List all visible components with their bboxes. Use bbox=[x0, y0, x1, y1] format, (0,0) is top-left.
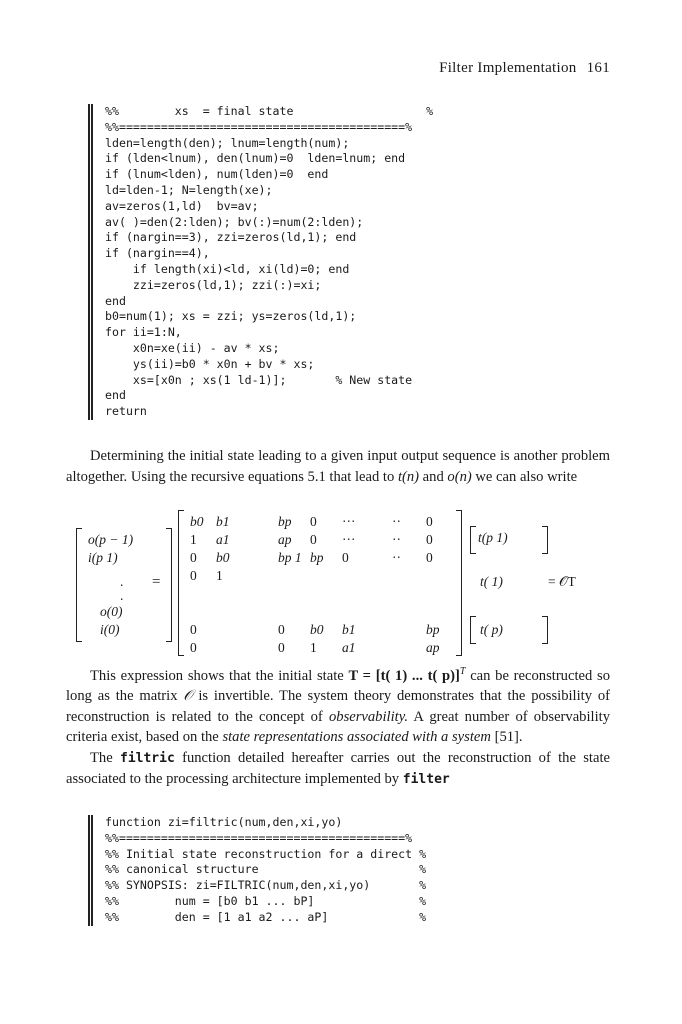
code-listing-bottom bbox=[88, 815, 575, 926]
rhs-entry: t( p) bbox=[480, 622, 503, 637]
code-line: b0=num(1); xs = zzi; ys=zeros(ld,1); bbox=[105, 309, 357, 324]
matrix-entry: b0 bbox=[216, 550, 230, 565]
para1-text-b: and bbox=[422, 468, 444, 485]
code-line: %% canonical structure % bbox=[105, 862, 427, 877]
matrix-bracket-left bbox=[178, 510, 184, 656]
rhs-bracket-top-right bbox=[542, 526, 548, 554]
code-listing-top bbox=[88, 104, 575, 420]
code-line: for ii=1:N, bbox=[105, 325, 182, 340]
matrix-entry: ·· bbox=[392, 550, 401, 565]
math-o-n: o(n) bbox=[447, 468, 472, 485]
code-line: %% den = [1 a1 a2 ... aP] % bbox=[105, 909, 427, 924]
para3-text-a: The bbox=[90, 749, 113, 766]
matrix-entry: a1 bbox=[216, 532, 230, 547]
lhs-entry: o(0) bbox=[100, 604, 123, 619]
term-state-representations: state representations associated with a system bbox=[222, 729, 491, 746]
matrix-entry: bp bbox=[310, 550, 324, 565]
rhs-bracket-bottom-right bbox=[542, 616, 548, 644]
rhs-entry: t( 1) bbox=[480, 574, 503, 589]
matrix-entry: ·· bbox=[392, 514, 401, 529]
matrix-entry: 0 bbox=[190, 550, 197, 565]
matrix-entry: 0 bbox=[426, 532, 433, 547]
code-line: %%=========================================% bbox=[105, 119, 413, 134]
page-number: 161 bbox=[586, 60, 610, 76]
code-line: xs=[x0n ; xs(1 ld-1)]; % New state bbox=[105, 372, 413, 387]
math-t-n: t(n) bbox=[397, 468, 420, 485]
paragraph-initial-state bbox=[66, 446, 610, 487]
lhs-entry: o(p − 1) bbox=[88, 532, 134, 547]
running-title: Filter Implementation bbox=[439, 60, 577, 76]
equation-result: = 𝒪T bbox=[548, 574, 576, 589]
para1-text-a: Determining the initial state leading to a given input output sequence is another problem altogether. Using the recursive equations 5.1 that lead to bbox=[66, 448, 610, 485]
para1-text-c: we can also write bbox=[475, 468, 578, 485]
matrix-entry: 0 bbox=[310, 532, 317, 547]
matrix-entry: 0 bbox=[190, 640, 197, 655]
para2-text-c: is invertible. The system theory demonstrates that the possibility of reconstruction is related to the concept of bbox=[66, 688, 610, 725]
matrix-entry: ·· bbox=[392, 532, 401, 547]
code-line: end bbox=[105, 388, 126, 403]
term-observability: observability. bbox=[328, 708, 409, 725]
code-line: %% num = [b0 b1 ... bP] % bbox=[105, 893, 427, 908]
matrix-entry: bp bbox=[278, 514, 292, 529]
matrix-entry: 0 bbox=[426, 514, 433, 529]
matrix-bracket-right bbox=[456, 510, 462, 656]
matrix-entry: b0 bbox=[310, 622, 324, 637]
matrix-entry: 0 bbox=[278, 622, 285, 637]
matrix-entry: bp bbox=[426, 622, 440, 637]
lhs-entry: . bbox=[120, 588, 124, 603]
code-filter: filter bbox=[402, 772, 450, 788]
rhs-bracket-bottom-left bbox=[470, 616, 476, 644]
lhs-bracket-right bbox=[166, 528, 172, 642]
equals-sign: = bbox=[152, 574, 161, 590]
matrix-entry: b1 bbox=[216, 514, 230, 529]
code-line: if (lden<lnum), den(lnum)=0 lden=lnum; end bbox=[105, 151, 406, 166]
code-line: %%=========================================% bbox=[105, 830, 413, 845]
math-T-vector: T = [t( 1) ... t( p)]$^T$ bbox=[348, 666, 466, 684]
para2-text-d: A great number of observability criteria exist, based on the bbox=[66, 708, 610, 746]
code-line: if length(xi)<ld, xi(ld)=0; end bbox=[105, 261, 350, 276]
rhs-bracket-top-left bbox=[470, 526, 476, 554]
lhs-bracket-left bbox=[76, 528, 82, 642]
code-line: %% SYNOPSIS: zi=FILTRIC(num,den,xi,yo) % bbox=[105, 878, 427, 893]
matrix-entry: ··· bbox=[342, 514, 356, 529]
matrix-entry: 0 bbox=[310, 514, 317, 529]
lhs-entry: i(p 1) bbox=[88, 550, 118, 565]
matrix-entry: b1 bbox=[342, 622, 356, 637]
code-line: lden=length(den); lnum=length(num); bbox=[105, 135, 350, 150]
paragraph-reconstruction bbox=[66, 662, 610, 791]
matrix-entry: ap bbox=[426, 640, 440, 655]
matrix-entry: ··· bbox=[342, 532, 356, 547]
code-line: ys(ii)=b0 * x0n + bv * xs; bbox=[105, 356, 315, 371]
lhs-entry: . bbox=[120, 574, 124, 589]
code-line: if (nargin==3), zzi=zeros(ld,1); end bbox=[105, 230, 357, 245]
code-line: return bbox=[105, 404, 147, 419]
citation: [51]. bbox=[494, 729, 523, 746]
para2-text-b: can be reconstructed so long as the matrix bbox=[66, 667, 610, 705]
matrix-entry: 1 bbox=[190, 532, 197, 547]
matrix-entry: 0 bbox=[278, 640, 285, 655]
code-filtric: filtric bbox=[120, 750, 175, 766]
matrix-entry: 1 bbox=[310, 640, 317, 655]
matrix-entry: bp 1 bbox=[278, 550, 302, 565]
para3-text-b: function detailed hereafter carries out the reconstruction of the state associated to the processing architecture implemented by bbox=[66, 749, 610, 788]
code-line: if (nargin==4), bbox=[105, 246, 210, 261]
math-O-matrix: 𝒪 bbox=[183, 688, 193, 705]
code-line: function zi=filtric(num,den,xi,yo) bbox=[105, 815, 343, 829]
matrix-equation bbox=[66, 504, 614, 656]
matrix-entry: ap bbox=[278, 532, 292, 547]
code-line: zzi=zeros(ld,1); zzi(:)=xi; bbox=[105, 277, 322, 292]
matrix-entry: 0 bbox=[190, 568, 197, 583]
code-line: end bbox=[105, 293, 126, 308]
code-line: ld=lden-1; N=length(xe); bbox=[105, 182, 273, 197]
code-line: x0n=xe(ii) - av * xs; bbox=[105, 340, 280, 355]
code-line: av=zeros(1,ld) bv=av; bbox=[105, 198, 259, 213]
matrix-entry: b0 bbox=[190, 514, 204, 529]
lhs-entry: i(0) bbox=[100, 622, 120, 637]
code-line: av( )=den(2:lden); bv(:)=num(2:lden); bbox=[105, 214, 364, 229]
matrix-entry: a1 bbox=[342, 640, 356, 655]
matrix-entry: 0 bbox=[342, 550, 349, 565]
matrix-entry: 0 bbox=[426, 550, 433, 565]
code-line: if (lnum<lden), num(lden)=0 end bbox=[105, 167, 329, 182]
code-line: %% xs = final state % bbox=[105, 104, 434, 118]
page-header bbox=[439, 60, 610, 77]
rhs-entry: t(p 1) bbox=[478, 530, 508, 545]
matrix-entry: 1 bbox=[216, 568, 223, 583]
code-line: %% Initial state reconstruction for a direct % bbox=[105, 846, 427, 861]
matrix-entry: 0 bbox=[190, 622, 197, 637]
para2-text-a: This expression shows that the initial state bbox=[90, 667, 344, 684]
